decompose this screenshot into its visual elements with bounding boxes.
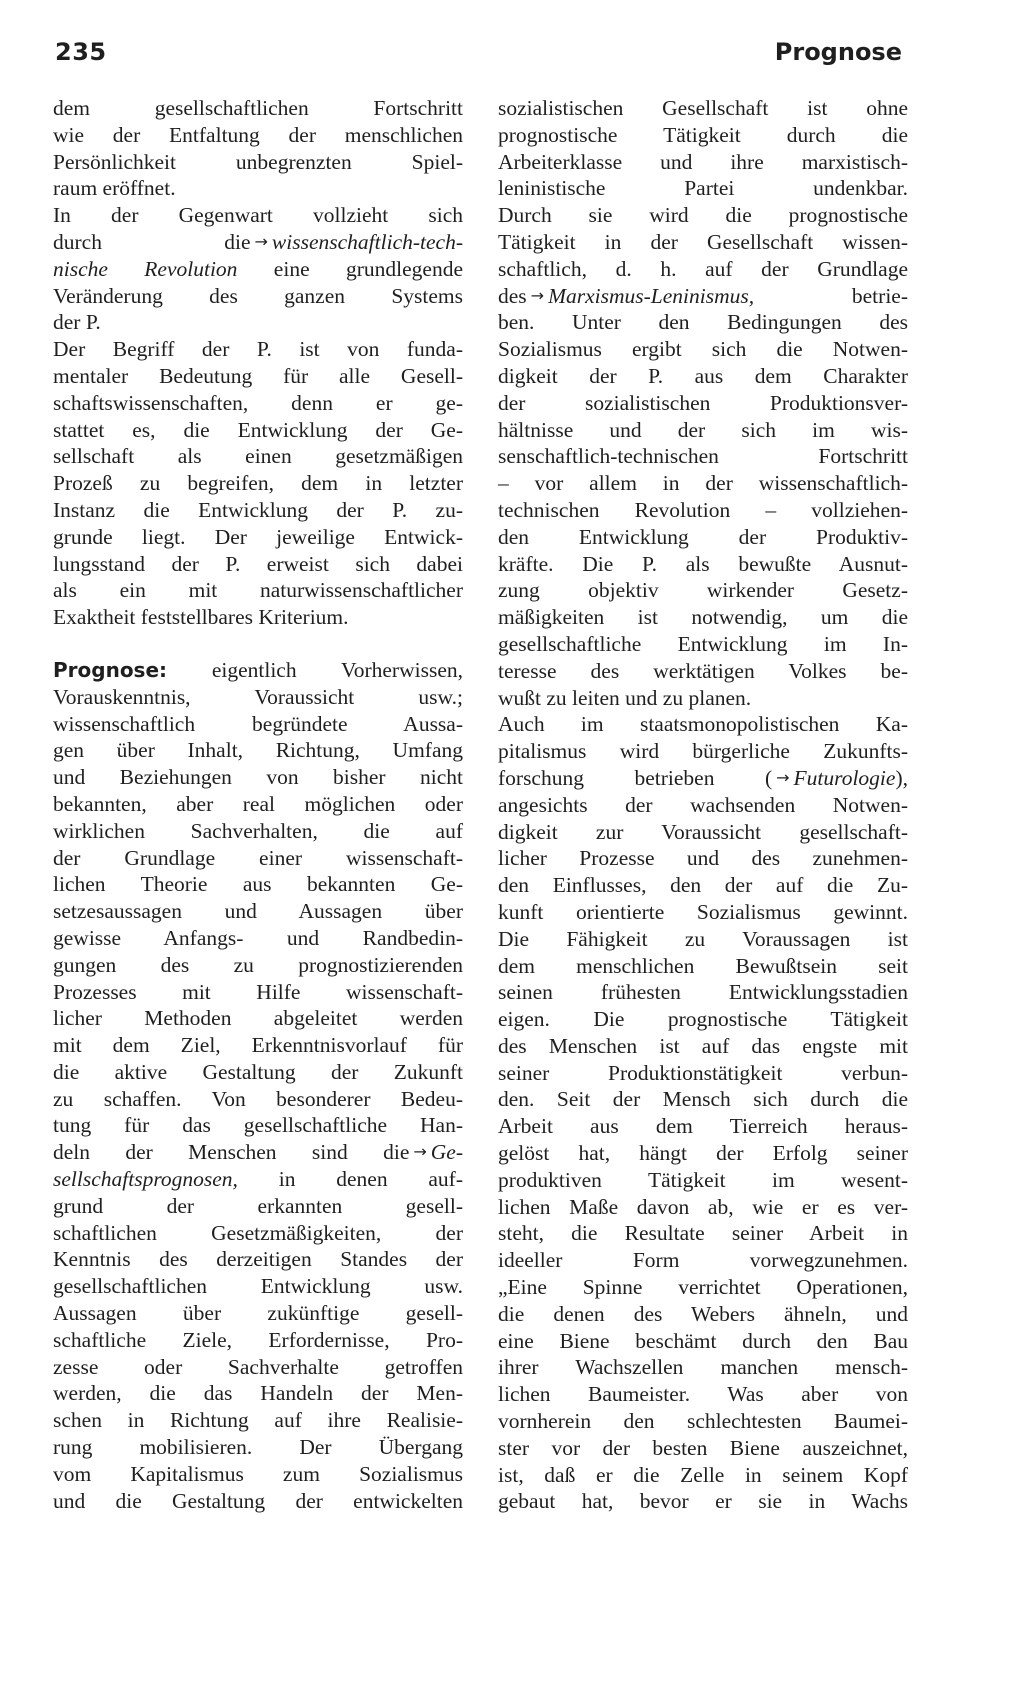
text-line: licher Prozesse und des zunehmen- (498, 846, 908, 871)
entry-headword: Prognose: (53, 657, 168, 682)
text-line: ster vor der besten Biene auszeichnet, (498, 1435, 908, 1460)
text-line: teresse des werktätigen Volkes be- (498, 658, 908, 683)
text-line: den Einflusses, den der auf die Zu- (498, 873, 908, 898)
cross-reference-arrow-icon: → (254, 231, 268, 251)
paragraph-continuation (53, 95, 463, 202)
text-fragment: des (498, 283, 527, 308)
text-line: pitalismus wird bürgerliche Zukunfts- (498, 739, 908, 764)
text-line: gen über Inhalt, Richtung, Umfang (53, 738, 463, 763)
text-line: Persönlichkeit unbegrenzten Spiel- (53, 149, 463, 174)
text-line: Prozesses mit Hilfe wissenschaft- (53, 979, 463, 1004)
text-line: wie der Entfaltung der menschlichen (53, 122, 463, 147)
text-line: und Beziehungen von bisher nicht (53, 765, 463, 790)
entry-prognose (53, 657, 463, 1515)
text-line: raum eröffnet. (53, 176, 176, 201)
text-line: In der Gegenwart vollzieht sich (53, 203, 463, 228)
text-line: Kenntnis des derzeitigen Standes der (53, 1247, 463, 1272)
text-line: angesichts der wachsenden Notwen- (498, 792, 908, 817)
text-line: produktiven Tätigkeit im wesent- (498, 1167, 908, 1192)
text-line: die denen des Webers ähneln, und (498, 1301, 908, 1326)
text-line: schaftliche Ziele, Erfordernisse, Pro- (53, 1327, 463, 1352)
text-line: Aussagen über zukünftige gesell- (53, 1301, 463, 1326)
cross-reference-arrow-icon: → (776, 767, 790, 787)
text-line: leninistische Partei undenkbar. (498, 176, 908, 201)
text-line: technischen Revolution – vollziehen- (498, 497, 908, 522)
text-line: senschaftlich-technischen Fortschritt (498, 444, 908, 469)
text-line: die aktive Gestaltung der Zukunft (53, 1059, 463, 1084)
text-line (53, 256, 463, 283)
cross-reference-link[interactable]: sellschaftsprognosen, (53, 1167, 238, 1192)
text-line: „Eine Spinne verrichtet Operationen, (498, 1275, 908, 1300)
text-line: schaftlichen Gesetzmäßigkeiten, der (53, 1220, 463, 1245)
text-line: vom Kapitalismus zum Sozialismus (53, 1461, 463, 1486)
text-line: werden, die das Handeln der Men- (53, 1381, 463, 1406)
text-line: hältnisse und der sich im wis- (498, 417, 908, 442)
text-line: gewisse Anfangs- und Randbedin- (53, 925, 463, 950)
text-line: ihrer Wachszellen manchen mensch- (498, 1355, 908, 1380)
entry-gap (53, 631, 463, 657)
text-line: prognostische Tätigkeit durch die (498, 122, 908, 147)
text-line: Instanz die Entwicklung der P. zu- (53, 497, 463, 522)
text-line: Arbeiterklasse und ihre marxistisch- (498, 149, 908, 174)
text-line: Durch sie wird die prognostische (498, 203, 908, 228)
text-line: – vor allem in der wissenschaftlich- (498, 471, 908, 496)
text-line: der Grundlage einer wissenschaft- (53, 845, 463, 870)
text-line (498, 765, 908, 792)
right-column (498, 95, 908, 1515)
cross-reference-link[interactable]: Marxismus-Leninismus, (548, 283, 755, 308)
text-line: gungen des zu prognostizierenden (53, 952, 463, 977)
text-line: gesellschaftliche Entwicklung im In- (498, 631, 908, 656)
text-line: zesse oder Sachverhalte getroffen (53, 1354, 463, 1379)
text-line: schen in Richtung auf ihre Realisie- (53, 1408, 463, 1433)
text-line: Auch im staatsmonopolistischen Ka- (498, 712, 908, 737)
text-line: mäßigkeiten ist notwendig, um die (498, 605, 908, 630)
text-fragment: eine grundlegende (237, 256, 463, 281)
text-line: Prozeß zu begreifen, dem in letzter (53, 471, 463, 496)
text-line: eine Biene beschämt durch den Bau (498, 1328, 908, 1353)
text-line: ideeller Form vorwegzunehmen. (498, 1248, 908, 1273)
text-line: Der Begriff der P. ist von funda- (53, 337, 463, 362)
cross-reference-arrow-icon: → (530, 285, 545, 305)
text-line: lichen Maße davon ab, wie er es ver- (498, 1194, 908, 1219)
text-line: steht, die Resultate seiner Arbeit in (498, 1221, 908, 1246)
text-line: dem menschlichen Bewußtsein seit (498, 953, 908, 978)
cross-reference-link[interactable]: wissenschaftlich-tech- (271, 229, 463, 254)
text-fragment: eigentlich Vorherwissen, (167, 657, 463, 682)
text-line: den Entwicklung der Produktiv- (498, 524, 908, 549)
text-line: Die Fähigkeit zu Voraussagen ist (498, 926, 908, 951)
text-line: lichen Theorie aus bekannten Ge- (53, 872, 463, 897)
text-line: ist, daß er die Zelle in seinem Kopf (498, 1462, 908, 1487)
running-head: Prognose (774, 38, 902, 66)
text-line: digkeit zur Voraussicht gesellschaft- (498, 819, 908, 844)
text-line: der sozialistischen Produktionsver- (498, 390, 908, 415)
text-fragment: in denen auf- (237, 1167, 463, 1192)
text-line: sozialistischen Gesellschaft ist ohne (498, 96, 908, 120)
text-line: gebaut hat, bevor er sie in Wachs (498, 1489, 908, 1514)
text-line: des Menschen ist auf das engste mit (498, 1033, 908, 1058)
left-column (53, 95, 463, 1514)
text-line: ben. Unter den Bedingungen des (498, 310, 908, 335)
text-line: Arbeit aus dem Tierreich heraus- (498, 1114, 908, 1139)
text-fragment: betrie- (754, 283, 908, 308)
text-line: Exaktheit feststellbares Kriterium. (53, 605, 349, 630)
text-line: lungsstand der P. erweist sich dabei (53, 551, 463, 576)
text-line: bekannten, aber real möglichen oder (53, 791, 463, 816)
text-line (498, 283, 908, 310)
text-line (53, 1139, 463, 1166)
text-line: vornherein den schlechtesten Baumei- (498, 1409, 908, 1434)
cross-reference-link[interactable]: Ge- (430, 1140, 463, 1165)
text-line: gesellschaftlichen Entwicklung usw. (53, 1274, 463, 1299)
text-line: mit dem Ziel, Erkenntnisvorlauf für (53, 1033, 463, 1058)
text-line: zung objektiv wirkender Gesetz- (498, 578, 908, 603)
text-line: rung mobilisieren. Der Übergang (53, 1435, 463, 1460)
text-line: wissenschaftlich begründete Aussa- (53, 711, 463, 736)
text-line: wirklichen Sachverhalten, die auf (53, 818, 463, 843)
text-line: lichen Baumeister. Was aber von (498, 1382, 908, 1407)
text-line: setzesaussagen und Aussagen über (53, 899, 463, 924)
text-fragment: ), (895, 765, 908, 790)
text-line: Sozialismus ergibt sich die Notwen- (498, 337, 908, 362)
text-line (53, 229, 463, 256)
cross-reference-link[interactable]: Futurologie (793, 765, 896, 790)
text-line: licher Methoden abgeleitet werden (53, 1006, 463, 1031)
text-line: grunde liegt. Der jeweilige Entwick- (53, 524, 463, 549)
text-line: grund der erkannten gesell- (53, 1193, 463, 1218)
page-number: 235 (55, 38, 107, 66)
text-line (53, 657, 463, 684)
text-line: Vorauskenntnis, Voraussicht usw.; (53, 684, 463, 709)
text-line: gelöst hat, hängt der Erfolg seiner (498, 1141, 908, 1166)
text-line: zu schaffen. Von besonderer Bedeu- (53, 1086, 463, 1111)
text-line: schaftlich, d. h. auf der Grundlage (498, 256, 908, 281)
text-line: kräfte. Die P. als bewußte Ausnut- (498, 551, 908, 576)
paragraph-revolution (53, 202, 463, 336)
text-line: seiner Produktionstätigkeit verbun- (498, 1060, 908, 1085)
text-line: Tätigkeit in der Gesellschaft wissen- (498, 229, 908, 254)
text-line: eigen. Die prognostische Tätigkeit (498, 1007, 908, 1032)
text-fragment: forschung betrieben ( (498, 765, 773, 790)
text-line: schaftswissenschaften, denn er ge- (53, 390, 463, 415)
text-line (53, 1166, 463, 1193)
paragraph-begriff (53, 336, 463, 631)
text-line: sellschaft als einen gesetzmäßigen (53, 444, 463, 469)
text-line: digkeit der P. aus dem Charakter (498, 363, 908, 388)
text-line: wußt zu leiten und zu planen. (498, 685, 752, 710)
text-line: tung für das gesellschaftliche Han- (53, 1113, 463, 1138)
text-fragment: deln der Menschen sind die (53, 1140, 410, 1165)
text-line: Veränderung des ganzen Systems (53, 283, 463, 308)
text-line: und die Gestaltung der entwickelten (53, 1488, 463, 1513)
text-line: als ein mit naturwissenschaftlicher (53, 578, 463, 603)
text-line: seinen frühesten Entwicklungsstadien (498, 980, 908, 1005)
text-line: mentaler Bedeutung für alle Gesell- (53, 363, 463, 388)
text-line: dem gesellschaftlichen Fortschritt (53, 96, 463, 120)
text-line: der P. (53, 310, 101, 335)
cross-reference-link[interactable]: nische Revolution (53, 256, 238, 281)
text-line: stattet es, die Entwicklung der Ge- (53, 417, 463, 442)
cross-reference-arrow-icon: → (413, 1142, 427, 1162)
text-line: den. Seit der Mensch sich durch die (498, 1087, 908, 1112)
text-fragment: durch die (53, 229, 251, 254)
text-line: kunft orientierte Sozialismus gewinnt. (498, 899, 908, 924)
